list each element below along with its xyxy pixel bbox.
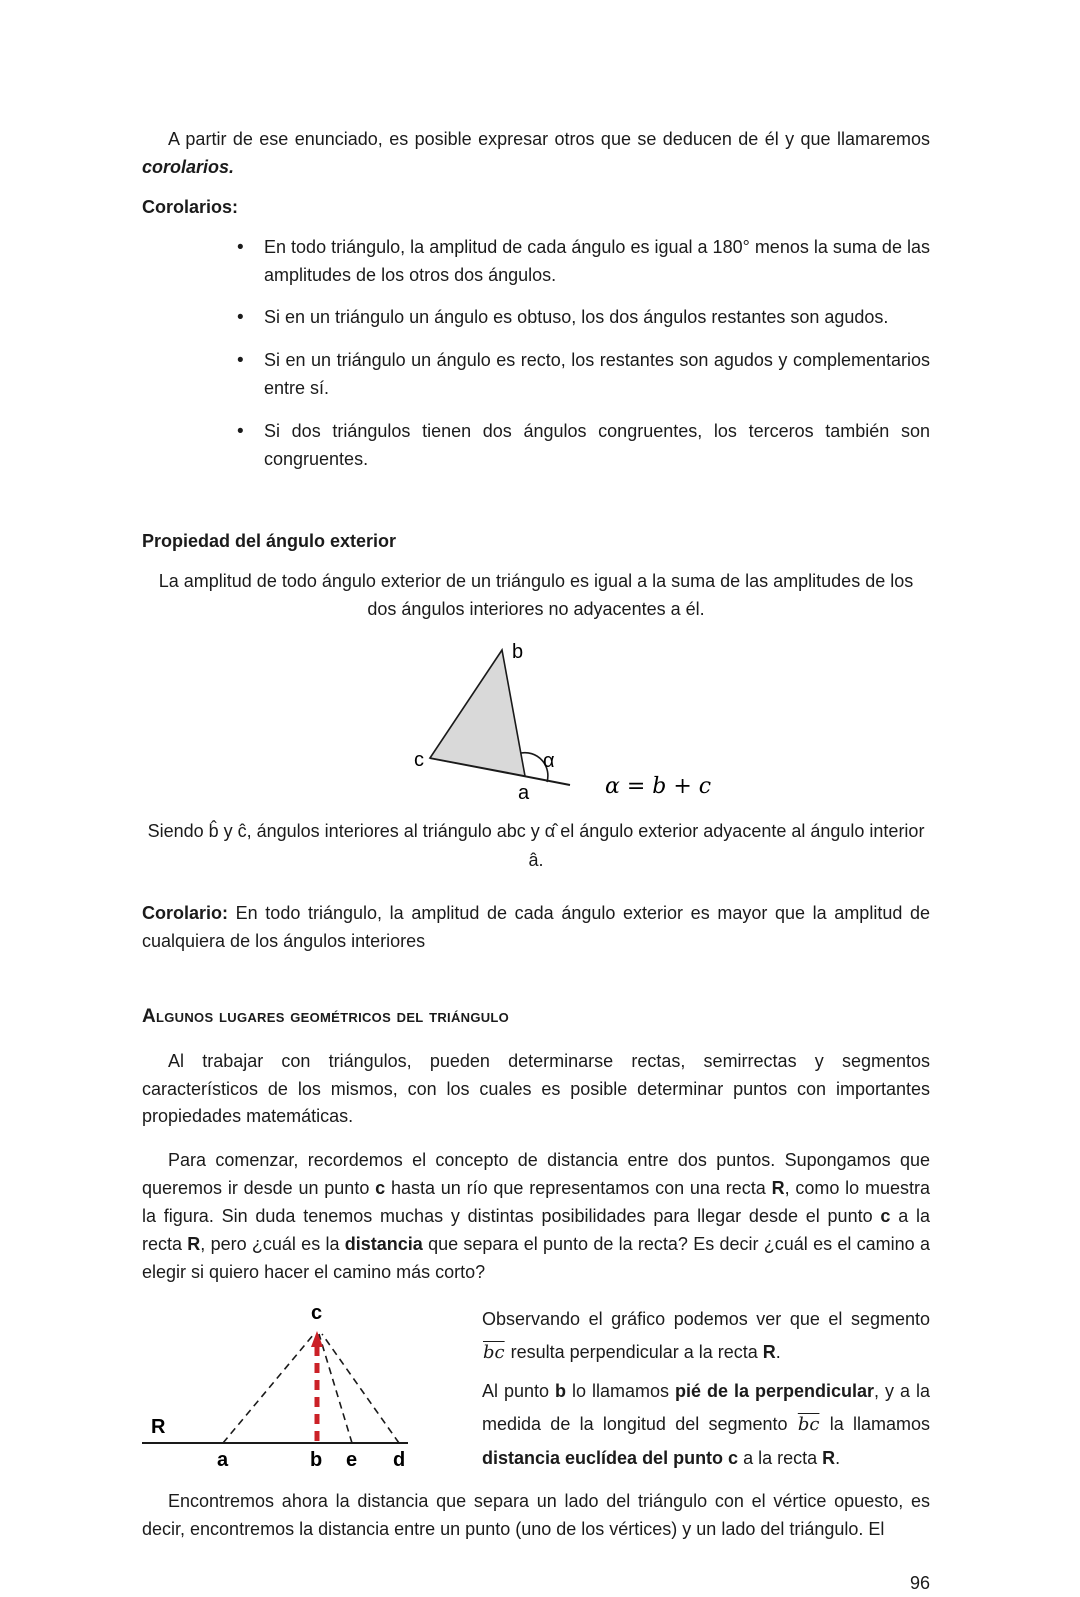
point-d-label: d: [393, 1448, 406, 1471]
propiedad-lead: La amplitud de todo ángulo exterior de un triángulo es igual a la suma de las amplitudes de los dos ángulos interiores no adyacentes a él.: [158, 571, 914, 619]
list-item: • En todo triángulo, la amplitud de cada ángulo es igual a 180° menos la suma de las amplitudes de los otros dos ángulos.: [237, 234, 930, 290]
observando-paragraph-1: Observando el gráfico podemos ver que el segmento $\overline{bc}$ resulta perpendicular a la recta R.: [482, 1308, 930, 1363]
propiedad-heading: Propiedad del ángulo exterior: [142, 530, 397, 551]
distance-figure-row: [142, 1303, 930, 1480]
triangle-shape: [430, 650, 525, 776]
dashed-line-d-c: [322, 1334, 399, 1443]
corolario-exterior-paragraph: Corolario: En todo triángulo, la amplitud de cada ángulo exterior es mayor que la amplitud de cualquiera de los ángulos interiores: [142, 903, 930, 952]
lugares-paragraph-1: Al trabajar con triángulos, pueden determinarse rectas, semirrectas y segmentos característicos de los mismos, con los cuales es posible determinar puntos con importantes propiedades matemáticas.: [142, 1050, 930, 1127]
distance-svg: [142, 1303, 482, 1475]
vertex-a-label: a: [518, 781, 530, 804]
dashed-line-e-c: [319, 1334, 352, 1443]
distance-side-text: [482, 1303, 930, 1475]
point-a-label: a: [217, 1448, 229, 1471]
lugares-section-heading: Algunos lugares geométricos del triángulo: [142, 1006, 510, 1028]
list-item: • Si en un triángulo un ángulo es obtuso, los dos ángulos restantes son agudos.: [237, 304, 930, 332]
corolarios-list: [142, 234, 930, 489]
vertex-b-label: b: [512, 640, 524, 663]
page-number: 96: [909, 1572, 930, 1593]
point-c-label: c: [311, 1302, 323, 1324]
dashed-line-a-c: [223, 1334, 314, 1443]
observando-paragraph-2: Al punto b lo llamamos pié de la perpendicular, y a la medida de la longitud del segmento $\overline{bc}$ la llamamos distancia euclídea del punto c a la recta R.: [482, 1381, 931, 1468]
intro-paragraph: A partir de ese enunciado, es posible expresar otros que se deducen de él y que llamaremos corolarios.: [142, 129, 930, 177]
vertex-c-label: c: [414, 748, 424, 771]
point-e-label: e: [346, 1448, 358, 1471]
distance-figure: [142, 1303, 482, 1480]
point-b-label: b: [310, 1448, 323, 1471]
alpha-label: α: [543, 749, 555, 772]
exterior-angle-formula: α = b + c: [605, 773, 712, 799]
final-paragraph: Encontremos ahora la distancia que separa un lado del triángulo con el vértice opuesto, es decir, encontremos la distancia entre un punto (uno de los vértices) y un lado del triángulo. El: [142, 1490, 930, 1539]
lugares-paragraph-2: Para comenzar, recordemos el concepto de distancia entre dos puntos. Supongamos que queremos ir desde un punto c hasta un río que representamos con una recta R, como lo muestra la figura. Sin duda tenemos muchas y distintas posibilidades para llegar desde el punto c a la recta R, pero ¿cuál es la distancia que separa el punto de la recta? Es decir ¿cuál es el camino a elegir si quiero hacer el camino más corto?: [142, 1150, 931, 1282]
figure1-caption: Siendo b̂ y ĉ, ángulos interiores al triángulo abc y α̂ el ángulo exterior adyacente al ángulo interior â.: [147, 820, 925, 870]
recta-R-label: R: [151, 1415, 166, 1438]
corolarios-heading: Corolarios:: [142, 196, 239, 217]
exterior-angle-svg: [400, 636, 720, 808]
list-item: • Si dos triángulos tienen dos ángulos congruentes, los terceros también son congruentes.: [237, 418, 930, 474]
exterior-angle-figure: [400, 636, 930, 813]
list-item: • Si en un triángulo un ángulo es recto, los restantes son agudos y complementarios entre sí.: [237, 347, 930, 403]
